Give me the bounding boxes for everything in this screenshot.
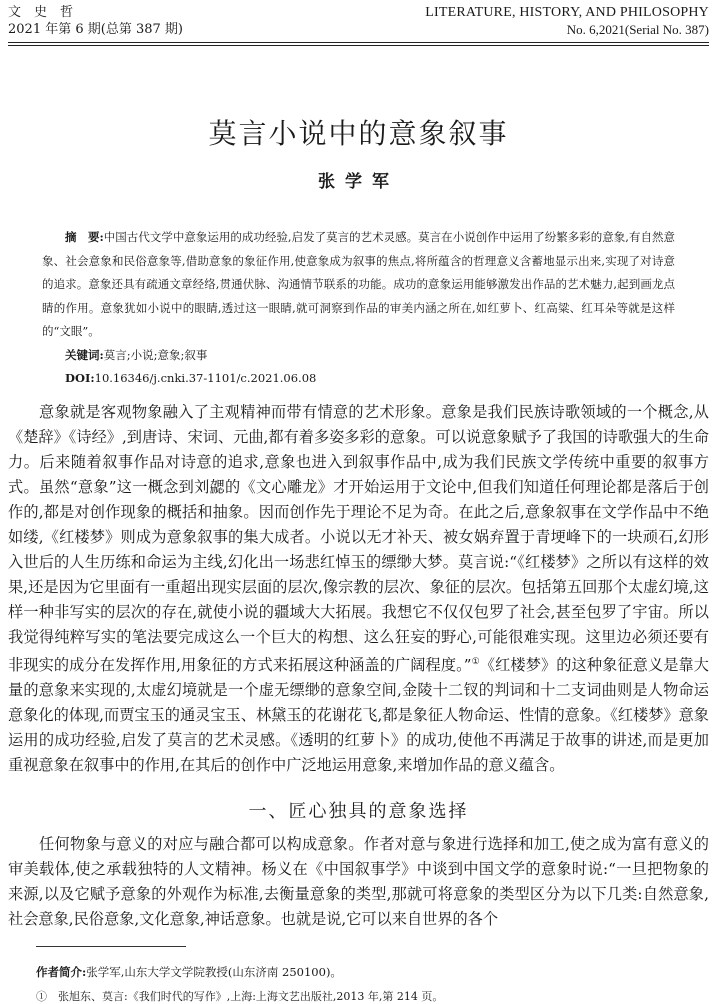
abstract-text: 中国古代文学中意象运用的成功经验,启发了莫言的艺术灵感。莫言在小说创作中运用了纷繁多彩的意象,有自然意象、社会意象和民俗意象等,借助意象的象征作用,使意象成为叙事的焦点,将所蕴含的哲理意义含蓄地显示出来,实现了对诗意的追求。意象还具有疏通文章经络,贯通伏脉、沟通情节联系的功能。成功的意象运用能够激发出作品的艺术魅力,起到画龙点睛的作用。意象犹如小说中的眼睛,透过这一眼睛,就可洞察到作品的审美内涵之所在,如红萝卜、红高粱、红耳朵等就是这样的“文眼”。 <box>42 230 675 338</box>
doi-label: DOI: <box>65 371 95 385</box>
abstract-block <box>42 226 675 391</box>
body-paragraph-2: 任何物象与意义的对应与融合都可以构成意象。作者对意与象进行选择和加工,使之成为富有意义的审美载体,使之承载独特的人文精神。杨义在《中国叙事学》中谈到中国文学的意象时说:“一旦把物象的来源,以及它赋予意象的外观作为标准,去衡量意象的类型,那就可将意象的类型区分为以下几类:自然意象,社会意象,民俗意象,文化意象,神话意象。也就是说,它可以来自世界的各个 <box>8 835 709 928</box>
paragraph-1-part-a: 意象就是客观物象融入了主观精神而带有情意的艺术形象。意象是我们民族诗歌领域的一个概念,从《楚辞》《诗经》,到唐诗、宋词、元曲,都有着多姿多彩的意象。可以说意象赋予了我国的诗歌强大的生命力。后来随着叙事作品对诗意的追求,意象也进入到叙事作品中,成为我们民族文学传统中重要的叙事方式。虽然“意象”这一概念到刘勰的《文心雕龙》才开始运用于文论中,但我们知道任何理论都是落后于创作的,都是对创作现象的概括和抽象。因而创作先于理论不足为奇。在此之后,意象叙事在文学作品中不绝如缕,《红楼梦》则成为意象叙事的集大成者。小说以无才补天、被女娲弃置于青埂峰下的一块顽石,幻形入世后的人生历练和命运为主线,幻化出一场悲红悼玉的缥缈大梦。莫言说:“《红楼梦》之所以有这样的效果,还是因为它里面有一重超出现实层面的层次,像宗教的层次、象征的层次。包括第五回那个太虚幻境,这样一种非写实的层次的存在,就使小说的疆域大大拓展。我想它不仅仅包罗了社会,甚至包罗了宇宙。所以我觉得纯粹写实的笔法要完成这么一个巨大的构想、这么狂妄的野心,可能很难实现。这里边必须还要有非现实的成分在发挥作用,用象征的方式来拓展这种涵盖的广阔程度。” <box>8 403 709 675</box>
body-text <box>8 400 709 778</box>
author-note <box>36 964 342 980</box>
article-author: 张学军 <box>318 172 399 192</box>
journal-header-right <box>425 4 709 38</box>
keywords-text: 莫言;小说;意象;叙事 <box>103 347 208 362</box>
footnote-ref-1: ① <box>471 657 480 667</box>
issue-info-en: No. 6,2021(Serial No. 387) <box>566 22 709 37</box>
doi-line <box>42 367 675 391</box>
header-rule <box>8 42 709 43</box>
issue-info-cn: 2021 年第 6 期(总第 387 期) <box>8 22 183 37</box>
author-note-label: 作者简介: <box>36 965 87 979</box>
abstract-paragraph <box>42 226 675 344</box>
body-text-section-1 <box>8 832 709 932</box>
footnote-rule <box>36 946 186 947</box>
keywords-label: 关键词: <box>65 347 104 362</box>
journal-name-cn: 文 史 哲 <box>8 5 74 20</box>
abstract-label: 摘 要: <box>65 230 104 244</box>
doi-text: 10.16346/j.cnki.37-1101/c.2021.06.08 <box>94 371 317 385</box>
journal-header-left <box>8 4 183 38</box>
article-title: 莫言小说中的意象叙事 <box>208 117 509 150</box>
body-paragraph-1 <box>8 400 709 778</box>
footnote-1: ① 张旭东、莫言:《我们时代的写作》,上海:上海文艺出版社,2013 年,第 214 页。 <box>36 990 444 1003</box>
author-note-text: 张学军,山东大学文学院教授(山东济南 250100)。 <box>86 965 342 979</box>
journal-name-en: LITERATURE, HISTORY, AND PHILOSOPHY <box>425 5 709 20</box>
paragraph-1-part-b: 《红楼梦》的这种象征意义是靠大量的意象来实现的,太虚幻境就是一个虚无缥缈的意象空间,金陵十二钗的判词和十二支词曲则是人物命运意象化的体现,而贾宝玉的通灵宝玉、林黛玉的花谢花飞,都是象征人物命运、性情的意象。《红楼梦》意象运用的成功经验,启发了莫言的艺术灵感。《透明的红萝卜》的成功,使他不再满足于故事的讲述,而是更加重视意象在叙事中的作用,在其后的创作中广泛地运用意象,来增加作品的意义蕴含。 <box>8 656 709 775</box>
keywords-line <box>42 344 675 368</box>
section-heading: 一、匠心独具的意象选择 <box>248 801 469 822</box>
header-rule-thin <box>8 45 709 46</box>
